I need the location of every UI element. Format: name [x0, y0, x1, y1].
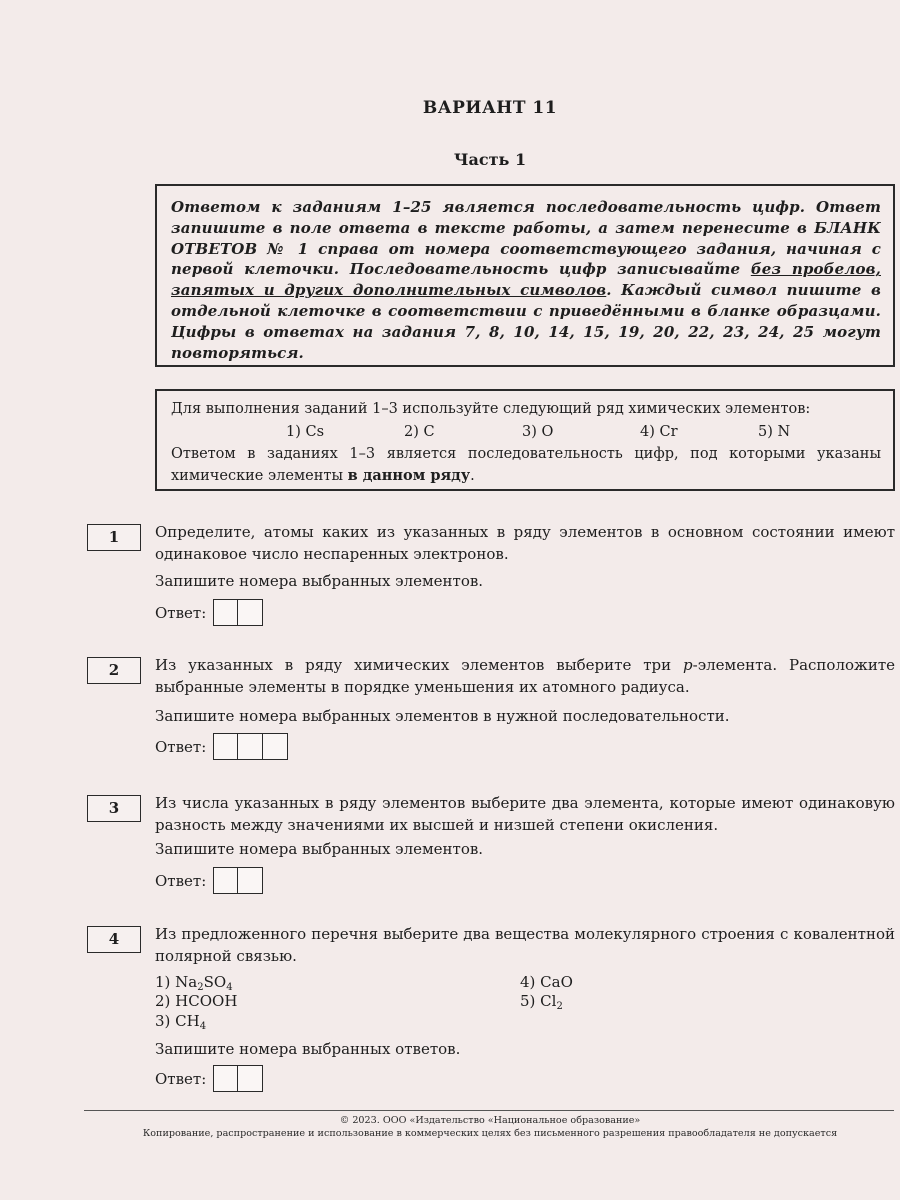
question-3-number: 3 [87, 795, 141, 822]
footer-divider [84, 1110, 894, 1111]
option-5: 5) $Cl_2$ [520, 992, 563, 1012]
element-1: 1) Cs [286, 424, 325, 440]
elements-note: Ответом в заданиях 1–3 является последовательность цифр, под которыми указаны химические элементы в данном ряду. [171, 446, 881, 484]
answer-cell[interactable] [237, 733, 263, 760]
answer-cells [214, 867, 263, 894]
answer-cell[interactable] [237, 599, 263, 626]
answer-cells [214, 599, 263, 626]
question-3-instruction: Запишите номера выбранных элементов. [155, 840, 484, 858]
question-3-text: Из числа указанных в ряду элементов выберите два элемента, которые имеют одинаковую разность между значениями их высшей и низшей степени окисления. [155, 794, 895, 834]
question-4-instruction: Запишите номера выбранных ответов. [155, 1040, 461, 1058]
elements-row [171, 422, 881, 443]
option-3: 3) $CH_4$ [155, 1012, 207, 1032]
element-5: 5) N [758, 424, 791, 440]
footer-copyright: © 2023. ООО «Издательство «Национальное образование» [339, 1115, 641, 1126]
option-1: 1) $Na_2SO_4$ [155, 973, 233, 993]
instructions-text: Ответом к заданиям 1–25 является последовательность цифр. Ответ запишите в поле ответа в тексте работы, а затем перенесите в БЛАНК ОТВЕТОВ № 1 справа от номера соответствующего задания, начиная с первой клеточки. Последовательность цифр записывайте без пробелов, запятых и других дополнительных символов. Каждый символ пишите в отдельной клеточке в соответствии с приведёнными в бланке образцами. Цифры в ответах на задания 7, 8, 10, 14, 15, 19, 20, 22, 23, 24, 25 могут повторяться. [171, 198, 881, 362]
element-3: 3) O [522, 424, 554, 440]
question-2-instruction: Запишите номера выбранных элементов в нужной последовательности. [155, 707, 730, 725]
answer-label: Ответ: [155, 871, 207, 890]
question-4-text: Из предложенного перечня выберите два вещества молекулярного строения с ковалентной полярной связью. [155, 925, 895, 965]
question-3-answer [155, 867, 263, 894]
answer-cells [214, 1065, 263, 1092]
answer-cell[interactable] [237, 1065, 263, 1092]
part-title: Часть 1 [453, 150, 527, 169]
answer-cells [214, 733, 288, 760]
answer-cell[interactable] [213, 1065, 239, 1092]
variant-title: ВАРИАНТ 11 [422, 98, 558, 118]
option-4: 4) CaO [520, 973, 573, 991]
question-2-answer [155, 733, 288, 760]
question-1-number: 1 [87, 524, 141, 551]
footer-notice: Копирование, распространение и использование в коммерческих целях без письменного разрешения правообладателя не допускается [142, 1128, 838, 1139]
question-2-text: Из указанных в ряду химических элементов выберите три p-элемента. Расположите выбранные элементы в порядке уменьшения их атомного радиуса. [155, 656, 895, 696]
answer-cell[interactable] [213, 733, 239, 760]
answer-cell[interactable] [262, 733, 288, 760]
answer-cell[interactable] [213, 599, 239, 626]
elements-intro: Для выполнения заданий 1–3 используйте следующий ряд химических элементов: [171, 401, 811, 417]
answer-cell[interactable] [213, 867, 239, 894]
answer-label: Ответ: [155, 603, 207, 622]
elements-box [155, 389, 895, 491]
answer-label: Ответ: [155, 1069, 207, 1088]
instructions-box [155, 184, 895, 367]
question-1-text: Определите, атомы каких из указанных в ряду элементов в основном состоянии имеют одинаковое число неспаренных электронов. [155, 523, 895, 563]
question-4-answer [155, 1065, 263, 1092]
answer-label: Ответ: [155, 737, 207, 756]
question-2-number: 2 [87, 657, 141, 684]
option-2: 2) HCOOH [155, 992, 238, 1010]
question-1-instruction: Запишите номера выбранных элементов. [155, 572, 484, 590]
element-4: 4) Cr [640, 424, 678, 440]
answer-cell[interactable] [237, 867, 263, 894]
question-4-number: 4 [87, 926, 141, 953]
element-2: 2) C [404, 424, 435, 440]
question-1-answer [155, 599, 263, 626]
